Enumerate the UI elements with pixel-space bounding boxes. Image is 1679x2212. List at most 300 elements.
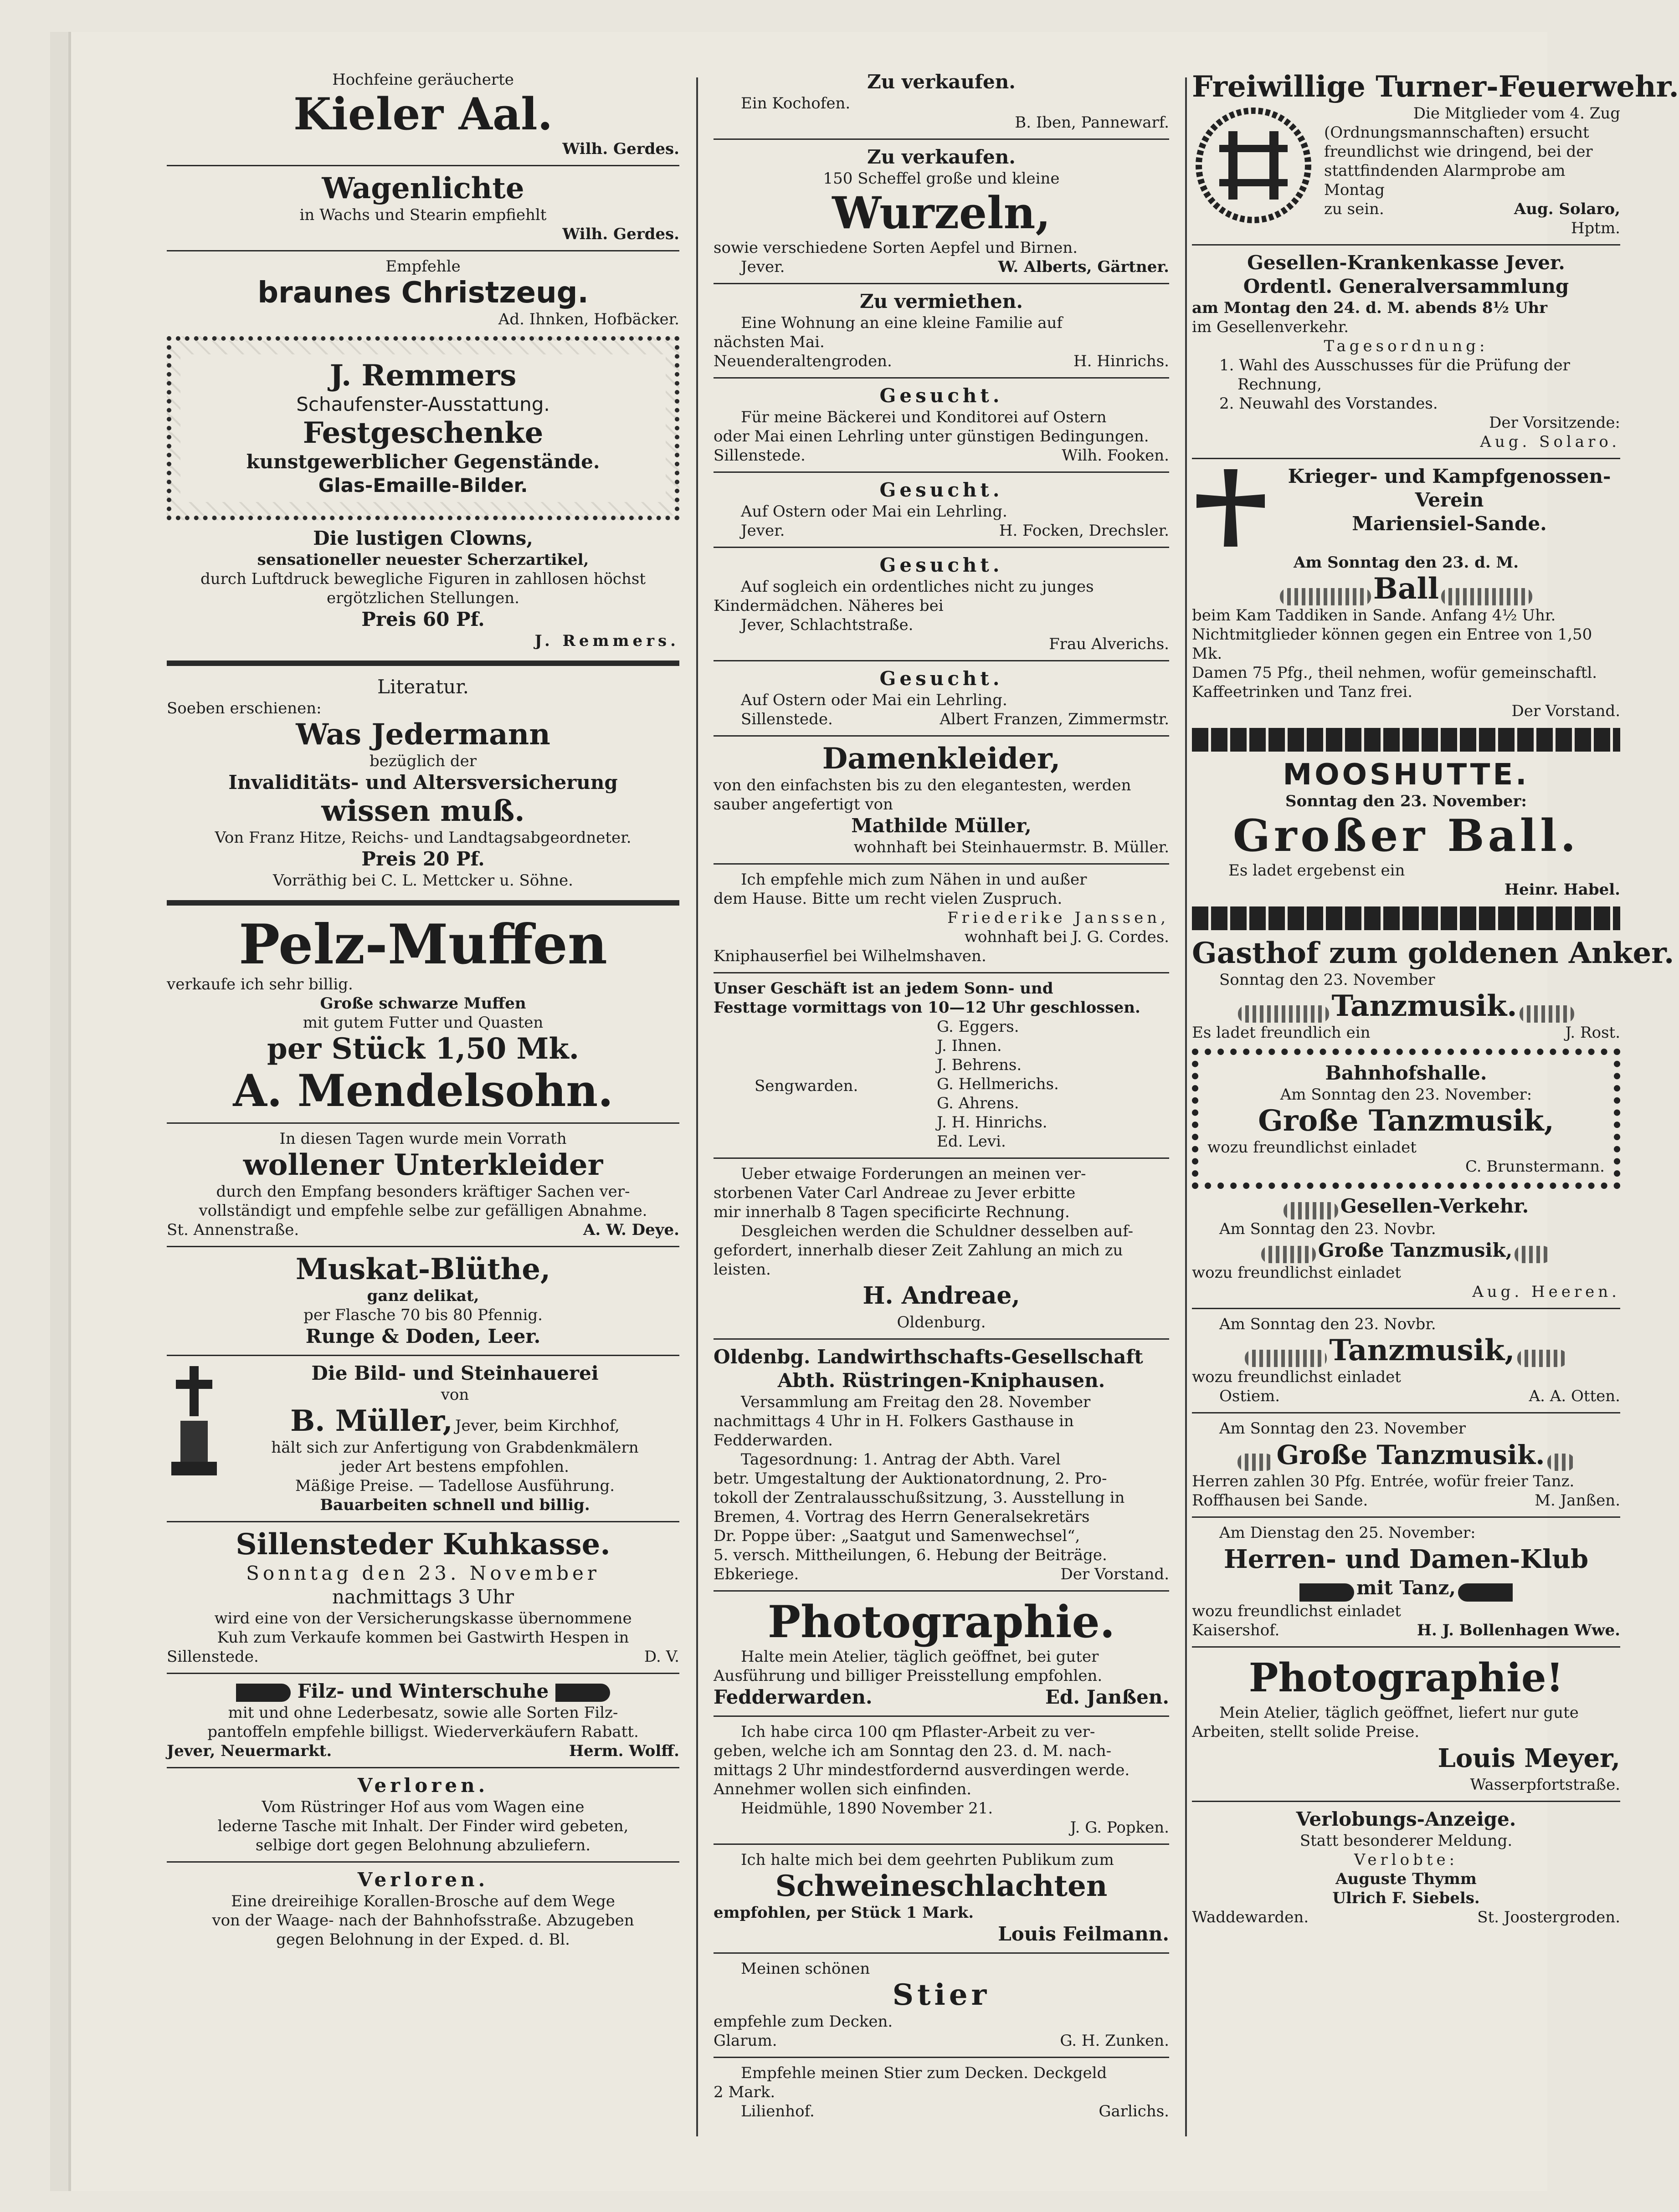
ad-text: durch Luftdruck bewegliche Figuren in zahllosen höchst (200, 570, 646, 588)
ad-pretext: Hochfeine geräucherte (332, 71, 514, 89)
ad-text: Rechnung, (1237, 375, 1322, 394)
ad-text: betr. Umgestaltung der Auktionatordnung, 2. Pro- (714, 1470, 1107, 1488)
ornament-icon (1547, 1454, 1575, 1471)
ad-signature: Albert Franzen, Zimmermstr. (940, 710, 1169, 728)
ad-text: mittags 2 Uhr mindestfordernd ausverdingen werde. (714, 1761, 1130, 1779)
divider-bar (1192, 906, 1620, 930)
ad-event: Großer Ball. (1232, 810, 1580, 861)
ad-text: wohnhaft bei Steinhauermstr. B. Müller. (853, 838, 1169, 856)
ad-verloren-1 (167, 1772, 679, 1858)
ornament-icon (1520, 1005, 1574, 1023)
ad-signature: J. Rost. (1565, 1024, 1620, 1042)
ad-text: storbenen Vater Carl Andreae zu Jever erbitte (714, 1184, 1076, 1202)
ad-signature: B. Iben, Pannewarf. (1015, 113, 1169, 132)
ad-text: mit und ohne Lederbesatz, sowie alle Sorten Filz- (228, 1704, 618, 1722)
ad-pretext: Empfehle (385, 257, 461, 276)
ad-title: MOOSHUTTE. (1283, 758, 1530, 792)
ad-schweineschlachten (714, 1848, 1169, 1949)
ad-verloren-2 (167, 1866, 679, 1952)
ad-herren-damen-klub (1192, 1521, 1620, 1643)
ad-gesellen-krankenkasse (1192, 249, 1620, 454)
ad-text: Am Sonntag den 23. November: (1280, 1086, 1532, 1104)
ad-event: Große Tanzmusik, (1258, 1104, 1554, 1138)
ad-text: Damen 75 Pfg., theil nehmen, wofür gemeinschaftl. (1192, 664, 1597, 682)
ad-text: Statt besonderer Meldung. (1299, 1831, 1513, 1850)
ad-text: pantoffeln empfehle billigst. Wiederverkäufern Rabatt. (207, 1723, 639, 1741)
ad-signature: A. Mendelsohn. (233, 1065, 613, 1116)
ad-text: Auf Ostern oder Mai ein Lehrling. (741, 502, 1007, 521)
ad-text: hält sich zur Anfertigung von Grabdenkmälern (271, 1439, 639, 1457)
ad-signature: Heinr. Habel. (1504, 881, 1620, 899)
ad-text: sowie verschiedene Sorten Aepfel und Birnen. (714, 239, 1078, 257)
ad-header: Literatur. (377, 676, 469, 698)
ad-header: Verloren. (357, 1869, 489, 1891)
ad-title: Mariensiel-Sande. (1352, 512, 1547, 535)
ad-text: Heidmühle, 1890 November 21. (741, 1799, 993, 1818)
ad-text: am Montag den 24. d. M. abends 8½ Uhr (1192, 299, 1548, 317)
ad-signature: Ed. Janßen. (1045, 1686, 1169, 1708)
ad-signature-title: Der Vorsitzende: (1489, 414, 1620, 432)
ad-text: Am Sonntag den 23. Novbr. (1219, 1219, 1436, 1238)
ad-text: Ein Kochofen. (741, 94, 851, 113)
ad-text: vollständigt und empfehle selbe zur gefälligen Abnahme. (199, 1202, 647, 1220)
ad-location: Ebkeriege. (714, 1565, 799, 1583)
ad-text: freundlichst wie dringend, bei der (1324, 143, 1593, 161)
ad-text: Desgleichen werden die Schuldner desselben auf- (741, 1222, 1134, 1240)
ad-name: Friederike Janssen, (947, 909, 1169, 927)
ad-text: Halte mein Atelier, täglich geöffnet, bei guter (741, 1648, 1099, 1666)
ad-text: in Wachs und Stearin empfiehlt (299, 206, 547, 224)
ad-text: Jever, Schlachtstraße. (741, 616, 914, 634)
ad-signature: Der Vorstand. (1060, 1565, 1169, 1583)
ad-text: geben, welche ich am Sonntag den 23. d. M. nach- (714, 1742, 1112, 1760)
ad-signature: Wilh. Fooken. (1062, 446, 1169, 465)
ad-text: stattfindenden Alarmprobe am Montag (1324, 162, 1566, 199)
ad-text: Festtage vormittags von 10—12 Uhr geschlossen. (714, 998, 1140, 1017)
iron-cross-icon (1192, 465, 1279, 553)
ad-text: Sonntag den 23. November (246, 1562, 600, 1584)
ad-text: ganz delikat, (367, 1287, 479, 1305)
ad-clowns (167, 525, 679, 653)
ad-text: 150 Scheffel große und kleine (823, 169, 1060, 188)
ad-signature: Louis Meyer, (1438, 1743, 1620, 1773)
ad-text: Ausführung und billiger Preisstellung empfohlen. (714, 1667, 1103, 1685)
ad-unterkleider (167, 1127, 679, 1242)
ad-text: selbige dort gegen Belohnung abzuliefern. (255, 1836, 591, 1854)
ad-text: Kuh zum Verkaufe kommen bei Gastwirth Hespen in (217, 1628, 629, 1647)
ad-text: empfohlen, per Stück 1 Mark. (714, 1904, 974, 1922)
ad-signature: M. Janßen. (1535, 1491, 1620, 1510)
ad-title: Krieger- und Kampfgenossen- (1288, 465, 1611, 487)
ornament-icon (1238, 1005, 1329, 1023)
ad-text: Große schwarze Muffen (320, 994, 526, 1013)
ad-text: nachmittags 4 Uhr in H. Folkers Gasthause in (714, 1412, 1074, 1430)
ad-signature: Aug. Heeren. (1472, 1283, 1620, 1301)
ad-text: gefordert, innerhalb dieser Zeit Zahlung an mich zu (714, 1241, 1123, 1260)
ad-text: (Ordnungsmannschaften) ersucht (1324, 123, 1589, 142)
ad-vermiethen (714, 288, 1169, 374)
ad-title: Oldenbg. Landwirthschafts-Gesellschaft (714, 1346, 1143, 1368)
ad-text: sensationeller neuester Scherzartikel, (257, 551, 589, 569)
ornament-icon (1515, 1246, 1551, 1263)
merchant-name: J. H. Hinrichs. (937, 1113, 1047, 1132)
ad-kieler-aal (167, 68, 679, 161)
ad-text: ergötzlichen Stellungen. (327, 589, 519, 607)
ad-title: Filz- und Winterschuhe (297, 1680, 549, 1702)
ad-location: Jever, Neuermarkt. (167, 1742, 332, 1760)
ad-signature: Aug. Solaro, (1514, 200, 1620, 218)
ad-text: per Flasche 70 bis 80 Pfennig. (303, 1306, 543, 1324)
ad-text: Vorräthig bei C. L. Mettcker u. Söhne. (273, 871, 573, 890)
ad-text: wozu freundlichst einladet (1192, 1602, 1401, 1620)
ad-title: Gesellen-Verkehr. (1340, 1195, 1529, 1217)
ad-signature: Runge & Doden, Leer. (305, 1325, 541, 1347)
ad-header: Zu verkaufen. (867, 146, 1016, 168)
ad-subtitle: Abth. Rüstringen-Kniphausen. (777, 1369, 1105, 1392)
ad-gesucht-1 (714, 382, 1169, 468)
ad-text: lederne Tasche mit Inhalt. Der Finder wird gebeten, (217, 1817, 629, 1835)
ad-text: Mäßige Preise. — Tadellose Ausführung. (295, 1477, 615, 1495)
merchant-name: G. Eggers. (937, 1018, 1019, 1036)
ad-title: Freiwillige Turner-Feuerwehr. (1192, 70, 1679, 104)
ad-signature: Wilh. Gerdes. (562, 140, 679, 158)
ad-photographie-janssen (714, 1595, 1169, 1712)
ad-event: Große Tanzmusik, (1318, 1239, 1513, 1261)
ad-title: Verein (1415, 489, 1484, 511)
ad-text: wozu freundlichst einladet (1207, 1138, 1417, 1157)
ad-signature: J. G. Popken. (1070, 1818, 1169, 1837)
pointing-hand-icon (1458, 1583, 1513, 1602)
ad-text: Dr. Poppe über: „Saatgut und Samenwechsel“, (714, 1527, 1080, 1545)
ornament-icon (1284, 1202, 1338, 1219)
ad-text: Tagesordnung: 1. Antrag der Abth. Varel (741, 1450, 1061, 1469)
ad-text: Für meine Bäckerei und Konditorei auf Ostern (741, 408, 1107, 426)
ornament-icon (1237, 1454, 1274, 1471)
ornament-icon (1261, 1246, 1316, 1263)
ad-location: Roffhausen bei Sande. (1192, 1491, 1368, 1510)
ad-header: Gesucht. (879, 479, 1003, 501)
ad-text: sauber angefertigt von (714, 795, 893, 814)
ad-text: Meinen schönen (741, 1960, 870, 1978)
ad-text: von der Waage- nach der Bahnhofsstraße. Abzugeben (212, 1911, 634, 1930)
ad-gesucht-3 (714, 552, 1169, 656)
ad-text: zu sein. (1324, 200, 1384, 218)
ad-signature: H. J. Bollenhagen Wwe. (1417, 1621, 1620, 1639)
ad-text: Die Mitglieder vom 4. Zug (1413, 104, 1620, 123)
column-1 (167, 68, 679, 2141)
ad-location: Waddewarden. (1192, 1908, 1309, 1926)
ad-text: Auf Ostern oder Mai ein Lehrling. (741, 691, 1007, 709)
ad-text: Festgeschenke (303, 416, 544, 450)
ad-text: Bauarbeiten schnell und billig. (320, 1496, 590, 1514)
ad-text: verkaufe ich sehr billig. (167, 975, 353, 993)
ad-header: Zu vermiethen. (859, 290, 1023, 312)
ad-text: Ich halte mich bei dem geehrten Publikum zum (741, 1851, 1114, 1869)
ad-text: Vom Rüstringer Hof aus vom Wagen eine (262, 1798, 585, 1816)
ad-signature: H. Focken, Drechsler. (999, 522, 1169, 540)
ad-header: Verloren. (357, 1774, 489, 1797)
ad-text: Auf sogleich ein ordentliches nicht zu junges (741, 578, 1094, 596)
ad-krieger-verein (1192, 463, 1620, 723)
ad-text: kunstgewerblicher Gegenstände. (246, 451, 600, 473)
ad-filzschuhe (167, 1678, 679, 1763)
ad-text: wissen muß. (321, 794, 525, 828)
ad-price: per Stück 1,50 Mk. (267, 1032, 579, 1066)
ad-location: Neuenderaltengroden. (714, 352, 892, 370)
ad-header: Gesucht. (879, 554, 1003, 576)
ad-title: Gasthof zum goldenen Anker. (1192, 936, 1674, 970)
ad-text: Am Dienstag den 25. November: (1219, 1524, 1476, 1542)
ad-location: Jever. (741, 522, 785, 540)
ad-verlobung (1192, 1806, 1620, 1930)
merchant-name: J. Ihnen. (937, 1037, 1002, 1055)
pointing-hand-icon (236, 1684, 291, 1702)
ad-subtitle: Ordentl. Generalversammlung (1243, 275, 1569, 297)
ad-text: Invaliditäts- und Altersversicherung (228, 771, 618, 794)
ad-text: von (441, 1386, 469, 1404)
ornament-icon (1245, 1350, 1327, 1367)
ad-text: jeder Art bestens empfohlen. (341, 1458, 569, 1476)
ad-title: wollener Unterkleider (243, 1148, 603, 1182)
ad-text: oder Mai einen Lehrling unter günstigen Bedingungen. (714, 427, 1149, 445)
ad-location: Sillenstede. (167, 1648, 259, 1666)
ad-text: Es ladet freundlich ein (1192, 1024, 1371, 1042)
ad-landwirthschaft (714, 1343, 1169, 1587)
column-3 (1192, 68, 1679, 2141)
cross-monument-icon (167, 1362, 231, 1515)
ad-text: Bremen, 4. Vortrag des Herrn Generalsekretärs (714, 1508, 1090, 1526)
ad-location: Sengwarden. (755, 1077, 858, 1095)
ad-text: Schaufenster-Ausstattung. (296, 393, 550, 415)
ad-text: leisten. (714, 1260, 771, 1279)
ad-name: Mathilde Müller, (851, 814, 1032, 837)
ad-title: Wurzeln, (832, 187, 1051, 239)
ad-signature: W. Alberts, Gärtner. (998, 258, 1169, 276)
ad-text: Von Franz Hitze, Reichs- und Landtagsabgeordneter. (215, 829, 632, 847)
ad-naehen (714, 868, 1169, 968)
ad-header: Gesucht. (879, 384, 1003, 407)
ad-signature: J. Remmers. (534, 632, 679, 650)
ad-text: 5. versch. Mittheilungen, 6. Hebung der Beiträge. (714, 1546, 1107, 1564)
turner-emblem-icon (1192, 104, 1324, 238)
ad-turner-feuerwehr (1192, 68, 1679, 241)
newspaper-page (68, 32, 1679, 2191)
ad-wagenlichte (167, 170, 679, 246)
ad-location: Jever. (741, 258, 785, 276)
ad-event: Tanzmusik, (1329, 1333, 1515, 1367)
ad-header: Gesucht. (879, 667, 1003, 690)
ad-signature: Aug. Solaro. (1480, 433, 1620, 451)
ad-text: Kindermädchen. Näheres bei (714, 597, 944, 615)
ad-text: Wasserpfortstraße. (1470, 1775, 1620, 1794)
ad-signature: G. H. Zunken. (1060, 2032, 1169, 2050)
ad-title: Pelz-Muffen (238, 912, 608, 977)
ad-header: Die Bild- und Steinhauerei (311, 1362, 599, 1384)
ornament-icon (1280, 588, 1371, 605)
ad-event: Große Tanzmusik. (1276, 1439, 1545, 1470)
ad-muskat (167, 1251, 679, 1351)
ad-text: 2. Neuwahl des Vorstandes. (1219, 394, 1438, 413)
ad-event: Herren- und Damen-Klub (1223, 1544, 1589, 1574)
ad-text: Unser Geschäft ist an jedem Sonn- und (714, 979, 1053, 998)
ad-location: Oldenburg. (897, 1313, 986, 1331)
ad-signature: Ad. Ihnken, Hofbäcker. (498, 310, 679, 328)
ad-text: durch den Empfang besonders kräftiger Sachen ver- (216, 1183, 630, 1201)
ad-title: Muskat-Blüthe, (295, 1252, 551, 1286)
ad-header: Zu verkaufen. (867, 71, 1016, 93)
ad-goldener-anker (1192, 935, 1674, 1045)
ad-price: Preis 60 Pf. (361, 608, 485, 630)
ad-text: wozu freundlichst einladet (1192, 1264, 1401, 1282)
ad-text: mir innerhalb 8 Tagen specificirte Rechnung. (714, 1203, 1070, 1221)
ad-text: wohnhaft bei J. G. Cordes. (964, 928, 1169, 946)
ad-text: Versammlung am Freitag den 28. November (741, 1393, 1091, 1411)
ad-text: Ich habe circa 100 qm Pflaster-Arbeit zu ver- (741, 1723, 1095, 1741)
ad-text: Nichtmitglieder können gegen ein Entree von 1,50 Mk. (1192, 625, 1592, 663)
ad-text: In diesen Tagen wurde mein Vorrath (279, 1130, 567, 1148)
ad-text: empfehle zum Decken. (714, 2012, 893, 2031)
ad-signature-title: Hptm. (1571, 219, 1620, 237)
ad-text: Eine dreireihige Korallen-Brosche auf dem Wege (231, 1892, 615, 1910)
ad-text: Kniphauserfiel bei Wilhelmshaven. (714, 947, 986, 965)
ad-signature: C. Brunstermann. (1465, 1157, 1605, 1176)
ad-andreae (714, 1162, 1169, 1335)
ad-text: Sonntag den 23. November (1219, 971, 1435, 989)
ad-title: Photographie! (1248, 1654, 1564, 1701)
ad-text: bezüglich der (369, 752, 477, 770)
ad-gesucht-2 (714, 476, 1169, 543)
ad-title: Bahnhofshalle. (1325, 1062, 1487, 1084)
ad-signature: H. Andreae, (863, 1282, 1020, 1310)
ad-location: Sillenstede. (741, 710, 833, 728)
ad-text: Sonntag den 23. November: (1285, 792, 1527, 810)
ad-title: Schweineschlachten (775, 1869, 1108, 1903)
ad-geschaeft-geschlossen (714, 977, 1169, 1154)
ad-title: Was Jedermann (296, 717, 550, 752)
ad-steinhauerei (167, 1360, 679, 1517)
ad-location: Kaisershof. (1192, 1621, 1280, 1639)
ad-signature: Wilh. Gerdes. (562, 225, 679, 243)
ad-signature: A. A. Otten. (1529, 1387, 1620, 1405)
ad-text: mit gutem Futter und Quasten (303, 1014, 544, 1032)
ad-text: nachmittags 3 Uhr (332, 1586, 514, 1608)
ad-text: Tagesordnung: (1324, 337, 1489, 355)
ad-location: Glarum. (714, 2032, 777, 2050)
pointing-hand-icon (555, 1684, 610, 1702)
ad-text: Kaffeetrinken und Tanz frei. (1192, 683, 1413, 701)
ad-pelz-muffen (167, 913, 679, 1119)
ad-title: J. Remmers (329, 358, 517, 393)
column-rule (696, 77, 698, 2136)
ad-kuhkasse (167, 1526, 679, 1669)
ad-janssen-tanz (1192, 1417, 1620, 1513)
ad-signature: Der Vorstand. (1511, 702, 1620, 720)
ad-title: Damenkleider, (822, 742, 1061, 776)
ornament-icon (1441, 588, 1532, 605)
divider-bar (1192, 728, 1620, 752)
ad-title: Wagenlichte (322, 171, 524, 205)
pointing-hand-icon (1299, 1583, 1354, 1602)
ad-text: dem Hause. Bitte um recht vielen Zuspruch. (714, 890, 1063, 908)
ad-mooshutte (1192, 756, 1620, 902)
ad-text: im Gesellenverkehr. (1192, 318, 1349, 336)
ad-text: Empfehle meinen Stier zum Decken. Deckgeld (741, 2064, 1107, 2082)
ad-text: Herren zahlen 30 Pfg. Entrée, wofür freier Tanz. (1192, 1472, 1575, 1490)
ad-text: Am Sonntag den 23. d. M. (1293, 553, 1519, 572)
merchant-name: G. Ahrens. (937, 1094, 1019, 1112)
ad-damenkleider (714, 740, 1169, 860)
merchant-name: G. Hellmerichs. (937, 1075, 1059, 1093)
ad-text: wird eine von der Versicherungskasse übernommene (214, 1609, 632, 1628)
ad-location: St. Annenstraße. (167, 1221, 299, 1239)
ad-stier-garlichs (714, 2062, 1169, 2124)
ad-kochofen (714, 68, 1169, 135)
ad-text: wozu freundlichst einladet (1192, 1368, 1401, 1386)
ad-location: Fedderwarden. (714, 1686, 873, 1708)
ad-gesucht-4 (714, 665, 1169, 732)
ad-text: Fedderwarden. (714, 1431, 833, 1449)
ad-title: Die lustigen Clowns, (313, 527, 533, 549)
ad-title: braunes Christzeug. (257, 276, 589, 310)
ad-text: 2 Mark. (714, 2083, 775, 2101)
ad-text: Glas-Emaille-Bilder. (318, 474, 528, 497)
ad-text: nächsten Mai. (714, 333, 825, 351)
ad-pretext: Soeben erschienen: (167, 699, 322, 717)
ad-text: beim Kam Taddiken in Sande. Anfang 4½ Uhr. (1192, 606, 1556, 625)
ad-otten (1192, 1313, 1620, 1408)
ad-text: Annehmer wollen sich einfinden. (714, 1780, 972, 1798)
ad-text: Am Sonntag den 23. November (1219, 1419, 1466, 1438)
ad-title: B. Müller, (290, 1404, 453, 1438)
merchant-name: Ed. Levi. (937, 1132, 1006, 1151)
ad-remmers-box (167, 336, 679, 520)
ad-pflaster (714, 1720, 1169, 1840)
ad-christzeug (167, 255, 679, 332)
column-rule (1185, 77, 1187, 2136)
ad-gesellen-verkehr (1192, 1193, 1620, 1304)
ad-text: Eine Wohnung an eine kleine Familie auf (741, 314, 1063, 332)
ad-text: mit Tanz, (1356, 1577, 1456, 1599)
ad-text: Arbeiten, stellt solide Preise. (1192, 1722, 1420, 1741)
ad-title: Sillensteder Kuhkasse. (236, 1527, 611, 1562)
ad-text: Mein Atelier, täglich geöffnet, liefert nur gute (1219, 1703, 1579, 1722)
ad-location: St. Joostergroden. (1477, 1908, 1620, 1926)
ad-text: tokoll der Zentralausschußsitzung, 3. Ausstellung in (714, 1489, 1125, 1507)
ad-photographie-meyer (1192, 1651, 1620, 1797)
ad-text: Jever, beim Kirchhof, (455, 1417, 620, 1435)
ad-literatur (167, 673, 679, 893)
ad-wurzeln (714, 143, 1169, 279)
ad-text: von den einfachsten bis zu den elegantesten, werden (714, 776, 1131, 794)
ad-signature: Garlichs. (1099, 2102, 1169, 2120)
merchant-name: J. Behrens. (937, 1056, 1022, 1074)
ad-title: Verlobungs-Anzeige. (1296, 1807, 1516, 1830)
ad-signature: H. Hinrichs. (1073, 352, 1169, 370)
ad-event: Tanzmusik. (1331, 989, 1517, 1023)
ad-text: Ueber etwaige Forderungen an meinen ver- (741, 1165, 1086, 1183)
ad-signature: Louis Feilmann. (998, 1923, 1169, 1945)
ad-name: Auguste Thymm (1335, 1869, 1477, 1888)
ad-location: Sillenstede. (714, 446, 806, 465)
merchant-names-list (937, 1017, 1059, 1151)
ad-text: Ich empfehle mich zum Nähen in und außer (741, 870, 1087, 889)
ad-stier-zunken (714, 1957, 1169, 2053)
column-2 (714, 68, 1169, 2141)
ad-bahnhofshalle-frame (1192, 1049, 1620, 1189)
ad-text: Es ladet ergebenst ein (1228, 861, 1405, 880)
ad-title: Stier (892, 1978, 991, 2012)
ad-text: Am Sonntag den 23. Novbr. (1219, 1315, 1436, 1333)
